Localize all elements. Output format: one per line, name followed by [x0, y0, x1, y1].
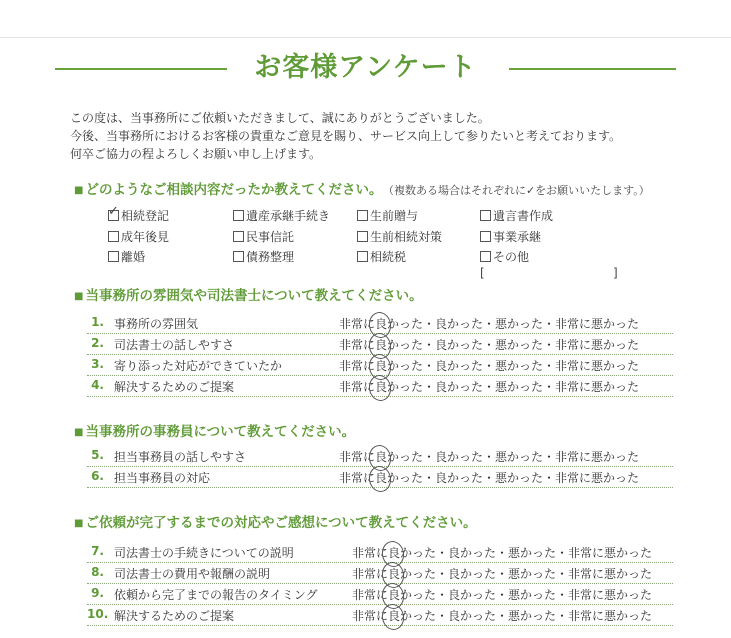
option-label: その他	[493, 250, 530, 264]
rating-scale[interactable]: 非常に良かった・良かった・悪かった・非常に悪かった	[339, 338, 640, 352]
option-4[interactable]	[108, 228, 169, 245]
question-text: 解決するためのご提案	[114, 380, 235, 394]
section-marker: ■	[74, 185, 84, 196]
option-label: 生前贈与	[370, 209, 419, 223]
option-label: 離婚	[121, 250, 146, 264]
title-rule-right	[509, 68, 676, 70]
top-divider	[0, 37, 731, 38]
checkbox[interactable]	[108, 251, 119, 262]
question-number: 4.	[91, 378, 104, 392]
rating-scale[interactable]: 非常に良かった・良かった・悪かった・非常に悪かった	[339, 471, 640, 485]
section-heading-office	[74, 284, 423, 304]
intro-line: 何卒ご協力の程よろしくお願い申し上げます。	[70, 147, 322, 161]
checkbox[interactable]	[233, 231, 244, 242]
question-row	[87, 445, 673, 467]
option-label: 事業承継	[493, 230, 542, 244]
question-number: 9.	[91, 586, 104, 600]
section-heading-consultation	[74, 178, 650, 198]
question-text: 担当事務員の対応	[114, 471, 211, 485]
question-row	[87, 333, 673, 355]
option-11[interactable]	[480, 248, 529, 265]
question-row	[87, 583, 673, 605]
section-heading-text: どのようなご相談内容だったか教えてください。	[85, 182, 383, 198]
question-text: 事務所の雰囲気	[114, 317, 199, 331]
section-heading-staff	[74, 420, 355, 440]
question-number: 3.	[91, 357, 104, 371]
question-text: 司法書士の話しやすさ	[114, 338, 235, 352]
question-number: 6.	[91, 469, 104, 483]
question-text: 解決するためのご提案	[114, 609, 235, 623]
option-2[interactable]	[357, 207, 418, 224]
question-row	[87, 375, 673, 397]
option-5[interactable]	[233, 228, 294, 245]
question-row	[87, 562, 673, 584]
option-8[interactable]	[108, 248, 145, 265]
option-label: 民事信託	[246, 230, 295, 244]
section-marker: ■	[74, 291, 84, 302]
question-row	[87, 604, 673, 626]
page-title: お客様アンケート	[254, 52, 477, 83]
option-7[interactable]	[480, 228, 541, 245]
option-label: 遺言書作成	[493, 209, 554, 223]
rating-scale[interactable]: 非常に良かった・良かった・悪かった・非常に悪かった	[339, 450, 640, 464]
question-row	[87, 541, 673, 563]
option-3[interactable]	[480, 207, 553, 224]
rating-scale[interactable]: 非常に良かった・良かった・悪かった・非常に悪かった	[352, 588, 653, 602]
option-label: 債務整理	[246, 250, 295, 264]
question-number: 2.	[91, 336, 104, 350]
option-0[interactable]	[108, 207, 169, 224]
option-label: 成年後見	[121, 230, 170, 244]
question-text: 担当事務員の話しやすさ	[114, 450, 247, 464]
question-number: 8.	[91, 565, 104, 579]
rating-scale[interactable]: 非常に良かった・良かった・悪かった・非常に悪かった	[339, 317, 640, 331]
question-number: 7.	[91, 544, 104, 558]
question-number: 10.	[87, 607, 109, 621]
rating-scale[interactable]: 非常に良かった・良かった・悪かった・非常に悪かった	[352, 609, 653, 623]
option-1[interactable]	[233, 207, 330, 224]
intro-text	[70, 109, 621, 163]
checkbox[interactable]	[108, 231, 119, 242]
option-9[interactable]	[233, 248, 294, 265]
question-text: 依頼から完了までの報告のタイミング	[114, 588, 318, 602]
question-row	[87, 466, 673, 488]
section-heading-text: 当事務所の事務員について教えてください。	[85, 424, 356, 440]
option-label: 相続税	[370, 250, 407, 264]
other-bracket-open: [	[480, 266, 485, 280]
checkbox[interactable]	[357, 210, 368, 221]
intro-line: この度は、当事務所にご依頼いただきまして、誠にありがとうございました。	[70, 111, 490, 125]
question-text: 司法書士の手続きについての説明	[114, 546, 294, 560]
question-number: 5.	[91, 448, 104, 462]
option-10[interactable]	[357, 248, 406, 265]
checkbox[interactable]	[357, 231, 368, 242]
checkbox[interactable]	[233, 251, 244, 262]
question-row	[87, 312, 673, 334]
section-note: （複数ある場合はそれぞれに✓をお願いいたします。）	[388, 184, 650, 197]
option-label: 遺産承継手続き	[246, 209, 331, 223]
question-number: 1.	[91, 315, 104, 329]
question-row	[87, 354, 673, 376]
checkbox[interactable]	[357, 251, 368, 262]
section-heading-completion	[74, 511, 477, 531]
rating-scale[interactable]: 非常に良かった・良かった・悪かった・非常に悪かった	[352, 567, 653, 581]
section-heading-text: ご依頼が完了するまでの対応やご感想について教えてください。	[85, 515, 477, 531]
option-label: 生前相続対策	[370, 230, 443, 244]
checked-checkbox[interactable]	[108, 210, 119, 221]
section-heading-text: 当事務所の雰囲気や司法書士について教えてください。	[85, 288, 423, 304]
question-text: 司法書士の費用や報酬の説明	[114, 567, 271, 581]
section-marker: ■	[74, 427, 84, 438]
checkbox[interactable]	[480, 251, 491, 262]
option-6[interactable]	[357, 228, 442, 245]
checkbox[interactable]	[233, 210, 244, 221]
question-text: 寄り添った対応ができていたか	[114, 359, 283, 373]
title-block	[55, 52, 676, 84]
rating-scale[interactable]: 非常に良かった・良かった・悪かった・非常に悪かった	[339, 359, 640, 373]
intro-line: 今後、当事務所におけるお客様の貴重なご意見を賜り、サービス向上して参りたいと考えております。	[70, 129, 622, 143]
checkbox[interactable]	[480, 210, 491, 221]
option-label: 相続登記	[121, 209, 170, 223]
rating-scale[interactable]: 非常に良かった・良かった・悪かった・非常に悪かった	[352, 546, 653, 560]
section-marker: ■	[74, 518, 84, 529]
rating-scale[interactable]: 非常に良かった・良かった・悪かった・非常に悪かった	[339, 380, 640, 394]
other-bracket-close: ]	[613, 266, 618, 280]
checkbox[interactable]	[480, 231, 491, 242]
